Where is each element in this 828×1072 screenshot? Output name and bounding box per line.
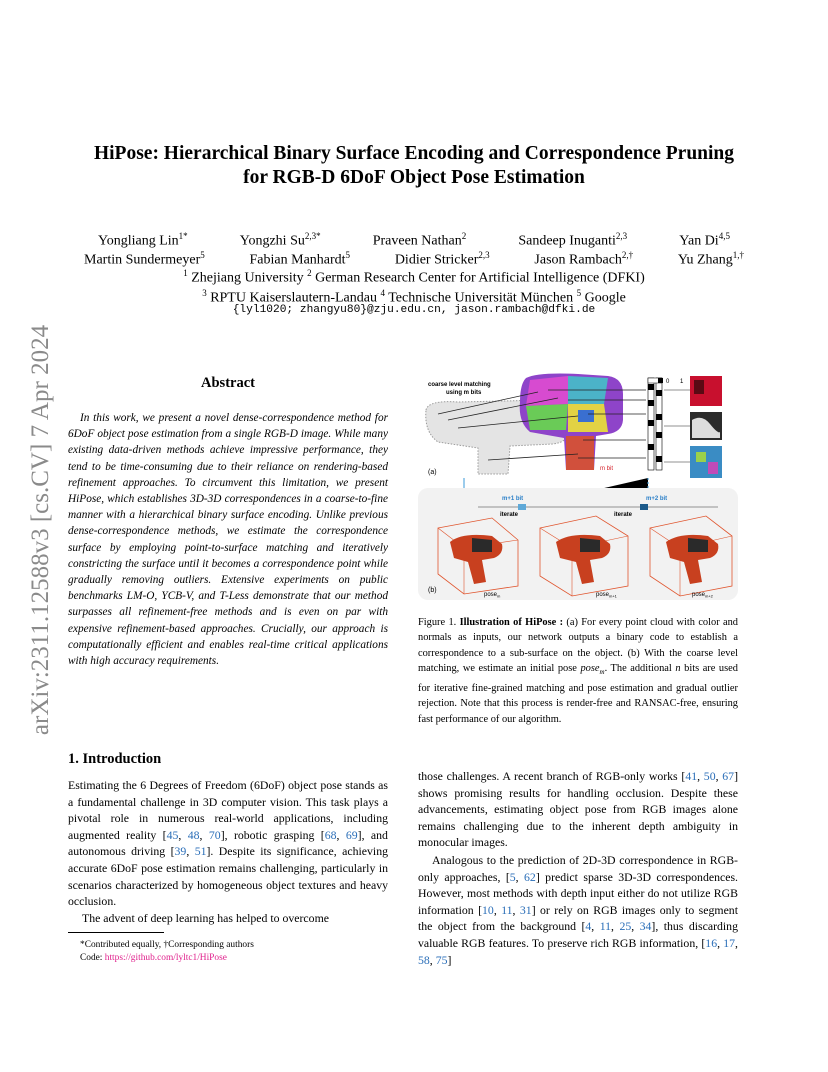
citation-link[interactable]: 39	[174, 844, 187, 859]
citation-link[interactable]: 75	[435, 952, 448, 967]
footnote-rule	[68, 932, 164, 933]
legend-zero: 0	[666, 379, 670, 385]
author: Yongzhi $Su^{2,3*}$	[239, 231, 321, 249]
panel-a-label: (a)	[428, 469, 437, 476]
author: Praveen Nathan$^2$	[372, 231, 467, 249]
citation-link[interactable]: 5	[509, 869, 516, 884]
label-iterate-2: iterate	[614, 512, 633, 518]
author-emails: {lyl1020; zhangyu80}@zju.edu.cn, jason.rambach@dfki.de	[232, 304, 596, 316]
citation-link[interactable]: 10	[482, 902, 494, 917]
label-m-plus-2-bit: m+2 bit	[646, 496, 668, 502]
pose-m1-label: pose$_{m+1}$	[596, 592, 617, 599]
citation-link[interactable]: 11	[599, 919, 612, 934]
section-heading-introduction: 1. Introduction	[68, 751, 162, 767]
title-line-1: HiPose: Hierarchical Binary Surface Encoding and Correspondence Pruning	[93, 143, 735, 164]
author: Sandeep Inuganti$^{2,3}$	[518, 231, 628, 249]
citation-link[interactable]: 68	[324, 827, 337, 842]
citation-link[interactable]: 16	[705, 935, 718, 950]
figure-1-caption: Figure 1. Illustration of HiPose : (a) For every point cloud with color and normals as inputs, our network outputs a binary code to establish a correspondence to a sub-surface on the object. (b) With the coarse level matching, we estimate an initial pose pose$_m$. The additional n bits are used for iterative fine-grained matching and pose estimation and gradual outlier rejection. Note that this process is render-free and RANSAC-free, ensuring fast performance of our algorithm.	[418, 617, 738, 725]
arxiv-stamp: arXiv:2311.12588v3 [cs.CV] 7 Apr 2024	[27, 324, 54, 736]
panel-b-label: (b)	[428, 587, 437, 594]
author: Martin Sundermeyer$^5$	[84, 250, 205, 268]
label-iterate-1: iterate	[500, 512, 519, 518]
footnote-code: Code: https://github.com/lyltc1/HiPose	[80, 953, 227, 963]
label-m-plus-1-bit: m+1 bit	[502, 496, 524, 502]
affiliation-line-1: $^1$ Zhejiang University $^2$ German Research Center for Artificial Intelligence (DFKI)	[183, 268, 645, 286]
pose-m-label: pose$_m$	[484, 592, 501, 599]
label-using-m-bits: using m bits	[446, 390, 482, 396]
citation-link[interactable]: 58	[418, 952, 430, 967]
footnote-contributions: *Contributed equally, †Corresponding authors	[80, 940, 254, 950]
figure-1-illustration	[418, 370, 738, 604]
citation-link[interactable]: 67	[722, 769, 735, 783]
abstract-text: In this work, we present a novel dense-correspondence method for 6DoF object pose estimation from a single RGB-D image. While many existing data-driven methods achieve impressive performance, they tend to be time-consuming due to their reliance on rendering-based refinement approaches. To circumvent this limitation, we present HiPose, which establishes 3D-3D correspondences in a coarse-to-fine manner with a hierarchical binary surface encoding. Unlike previous dense-correspondence methods, we estimate the correspondence surface by employing point-to-surface matching and iteratively constricting the surface until it becomes a correspondence point while gradually removing outliers. Extensive experiments on public benchmarks LM-O, YCB-V, and T-Less demonstrate that our method surpasses all refinement-free methods and is even on par with expensive refinement-based approaches. Crucially, our approach is computationally efficient and enables real-time critical applications with high accuracy requirements.	[68, 412, 388, 668]
title-line-2: for RGB-D 6DoF Object Pose Estimation	[243, 167, 585, 188]
code-link[interactable]: https://github.com/lyltc1/HiPose	[104, 953, 227, 963]
citation-link[interactable]: 51	[194, 844, 207, 859]
author: Fabian Manhardt$^5$	[249, 250, 351, 268]
author: Yongliang Lin$^{1*}$	[98, 231, 188, 249]
legend-one: 1	[680, 379, 684, 385]
author: Jason Rambach$^{2,\dagger}$	[534, 250, 634, 268]
label-coarse-matching: coarse level matching	[428, 382, 491, 388]
citation-link[interactable]: 41	[685, 769, 698, 783]
affiliation-line-2: $^3$ RPTU Kaiserslautern-Landau $^4$ Technische Universität München $^5$ Google	[202, 288, 626, 306]
abstract-heading: Abstract	[201, 375, 255, 391]
paper-title	[60, 142, 768, 190]
author: Yu Zhang$^{1,\dagger}$	[677, 250, 744, 268]
citation-link[interactable]: 34	[639, 919, 652, 934]
citation-link[interactable]: 17	[723, 935, 736, 950]
figure-1	[418, 370, 738, 604]
citation-link[interactable]: 48	[187, 827, 200, 842]
author: Didier Stricker$^{2,3}$	[394, 250, 490, 268]
citation-link[interactable]: 50	[703, 769, 716, 783]
citation-link[interactable]: 69	[345, 827, 358, 842]
citation-link[interactable]: 45	[166, 827, 179, 842]
intro-paragraph-2: The advent of deep learning has helped to overcome	[82, 911, 329, 925]
citation-link[interactable]: 31	[519, 902, 532, 917]
intro-right-paragraph-2: Analogous to the prediction of 2D-3D correspondence in RGB-only approaches, [5, 62] predict sparse 3D-3D correspondences. However, most methods with depth input either do not utilize RGB information [10, 11, 31] or rely on RGB images only to segment the object from the background [4, 11, 25, 34], thus discarding valuable RGB features. To preserve rich RGB information, [16, 17, 58, 75]	[418, 853, 738, 967]
intro-right-paragraph-1: those challenges. A recent branch of RGB-only works [41, 50, 67] shows promising results for handling occlusion. Despite these advancements, estimating object pose from RGB images alone remains challenging due to the inherent depth ambiguity in monocular images.	[418, 769, 739, 850]
intro-paragraph-1: Estimating the 6 Degrees of Freedom (6DoF) object pose stands as a fundamental challenge in 3D computer vision. This task plays a pivotal role in numerous real-world applications, including augmented reality [45, 48, 70], robotic grasping [68, 69], and autonomous driving [39, 51]. Despite its significance, achieving accurate 6DoF pose estimation remains challenging, particularly in scenarios characterized by homogeneous object textures and heavy occlusion.	[68, 778, 389, 909]
citation-link[interactable]: 11	[501, 902, 513, 917]
citation-link[interactable]: 70	[208, 827, 221, 842]
author: Yan Di$^{4,5}$	[679, 231, 730, 249]
citation-link[interactable]: 62	[524, 869, 536, 884]
label-m-bit: m bit	[600, 466, 614, 472]
citation-link[interactable]: 4	[585, 919, 592, 934]
citation-link[interactable]: 25	[619, 919, 632, 934]
pose-m2-label: pose$_{m+2}$	[692, 592, 713, 599]
